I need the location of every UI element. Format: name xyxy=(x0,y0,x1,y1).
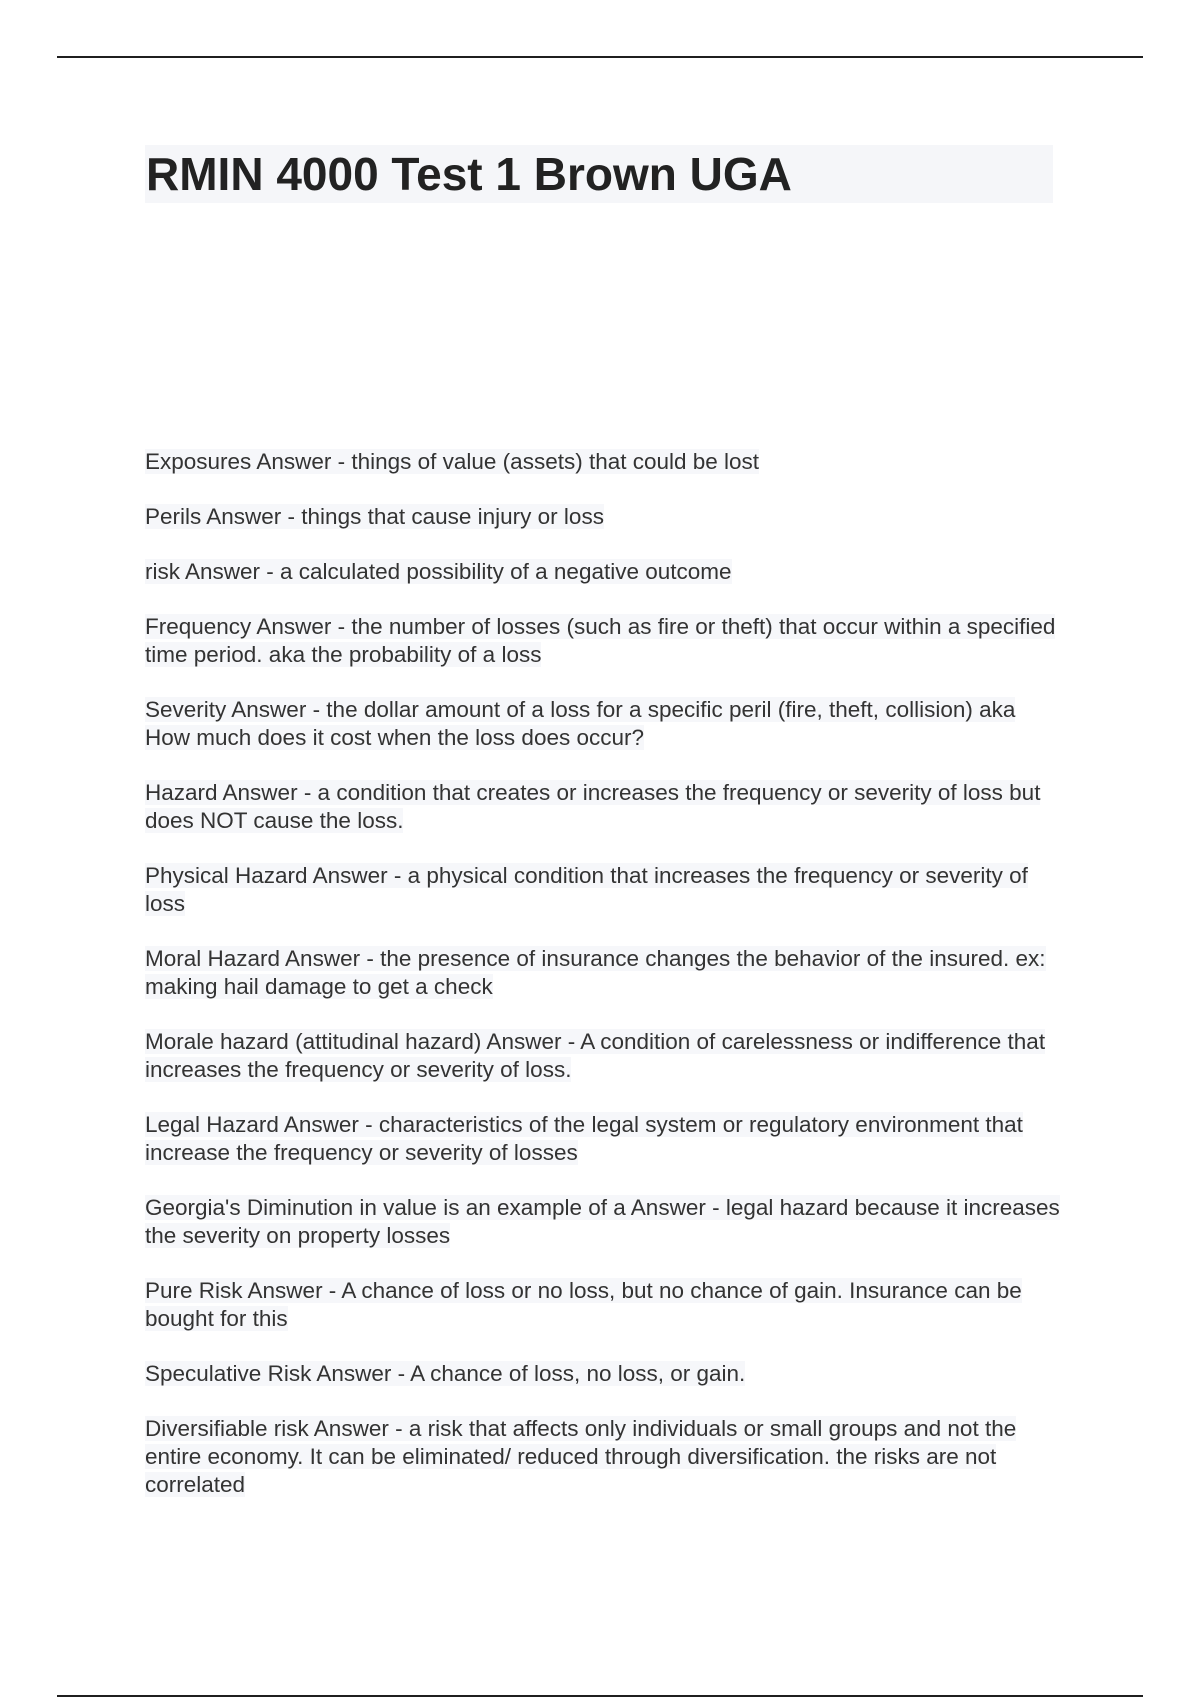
qa-item-speculative-risk xyxy=(145,1360,1065,1388)
qa-text: Morale hazard (attitudinal hazard) Answer - A condition of carelessness or indifference that increases the frequency or severity of loss. xyxy=(145,1029,1046,1082)
qa-text: Legal Hazard Answer - characteristics of the legal system or regulatory environment that increase the frequency or severity of losses xyxy=(145,1112,1023,1165)
qa-text: Severity Answer - the dollar amount of a loss for a specific peril (fire, theft, collision) aka How much does it cost when the loss does occur? xyxy=(145,697,1016,750)
qa-text: Diversifiable risk Answer - a risk that affects only individuals or small groups and not the entire economy. It can be eliminated/ reduced through diversification. the risks are not correlated xyxy=(145,1416,1017,1497)
bottom-rule xyxy=(57,1695,1143,1697)
qa-item-moral-hazard xyxy=(145,945,1065,1001)
qa-text: Frequency Answer - the number of losses (such as fire or theft) that occur within a specified time period. aka the probability of a loss xyxy=(145,614,1056,667)
qa-item-pure-risk xyxy=(145,1277,1065,1333)
top-rule xyxy=(57,56,1143,58)
qa-item-frequency xyxy=(145,613,1065,669)
document-title: RMIN 4000 Test 1 Brown UGA xyxy=(146,148,792,200)
qa-list xyxy=(145,448,1065,1526)
qa-item-perils xyxy=(145,503,1065,531)
qa-text: Georgia's Diminution in value is an example of a Answer - legal hazard because it increases the severity on property losses xyxy=(145,1195,1060,1248)
qa-text: Moral Hazard Answer - the presence of insurance changes the behavior of the insured. ex: making hail damage to get a check xyxy=(145,946,1046,999)
qa-item-hazard xyxy=(145,779,1065,835)
qa-text: risk Answer - a calculated possibility of a negative outcome xyxy=(145,559,732,584)
qa-item-risk xyxy=(145,558,1065,586)
qa-item-severity xyxy=(145,696,1065,752)
qa-item-diminution xyxy=(145,1194,1065,1250)
qa-item-legal-hazard xyxy=(145,1111,1065,1167)
qa-text: Pure Risk Answer - A chance of loss or no loss, but no chance of gain. Insurance can be bought for this xyxy=(145,1278,1022,1331)
qa-item-exposures xyxy=(145,448,1065,476)
qa-item-diversifiable-risk xyxy=(145,1415,1065,1499)
qa-text: Physical Hazard Answer - a physical condition that increases the frequency or severity of loss xyxy=(145,863,1028,916)
qa-item-morale-hazard xyxy=(145,1028,1065,1084)
qa-text: Speculative Risk Answer - A chance of loss, no loss, or gain. xyxy=(145,1361,746,1386)
qa-text: Hazard Answer - a condition that creates or increases the frequency or severity of loss but does NOT cause the loss. xyxy=(145,780,1041,833)
qa-text: Perils Answer - things that cause injury or loss xyxy=(145,504,604,529)
qa-item-physical-hazard xyxy=(145,862,1065,918)
qa-text: Exposures Answer - things of value (assets) that could be lost xyxy=(145,449,760,474)
